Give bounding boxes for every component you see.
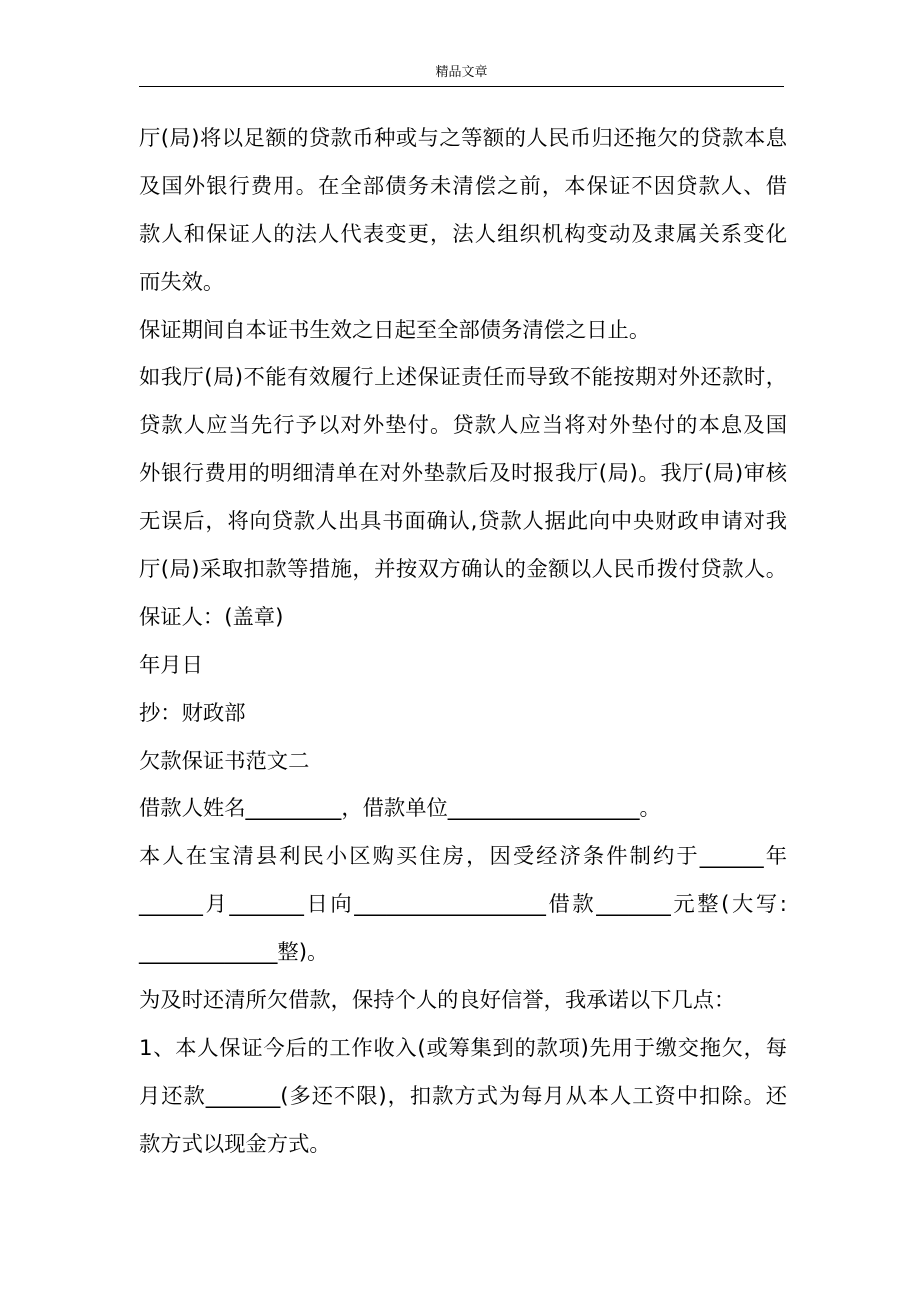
header-title: 精品文章 [435,65,488,80]
document-body [139,115,787,1169]
text-line: 厅(局)将以足额的贷款币种或与之等额的人民币归还拖欠的贷款本息 [139,126,787,151]
text-line: 保证期间自本证书生效之日起至全部债务清偿之日止。 [139,317,651,343]
text-line: 及国外银行费用。在全部债务未清偿之前，本保证不因贷款人、借 [139,173,787,199]
text-line: 为及时还清所欠借款，保持个人的良好信誉，我承诺以下几点： [139,988,736,1014]
text-line: 款方式以现金方式。 [139,1131,331,1157]
text-line: 无误后，将向贷款人出具书面确认,贷款人据此向中央财政申请对我 [139,509,787,535]
text-line: 欠款保证书范文二 [139,748,310,774]
text-line: 月还款_______(多还不限)，扣款方式为每月从本人工资中扣除。还 [139,1083,787,1109]
text-line: 借款人姓名_________，借款单位__________________。 [139,796,661,822]
text-line: 如我厅(局)不能有效履行上述保证责任而导致不能按期对外还款时， [139,365,787,391]
text-line: 抄：财政部 [139,700,246,726]
text-line: 而失效。 [139,269,225,295]
text-line: ______月_______日向__________________借款_______元整(大写: [139,892,787,918]
text-line: 1、本人保证今后的工作收入(或筹集到的款项)先用于缴交拖欠，每 [139,1035,787,1061]
text-line: _____________整)。 [139,940,329,966]
text-line: 本人在宝清县利民小区购买住房，因受经济条件制约于______年 [139,844,787,870]
text-line: 年月日 [139,652,203,678]
text-line: 款人和保证人的法人代表变更，法人组织机构变动及隶属关系变化 [139,221,787,247]
page-header [139,64,784,87]
text-line: 保证人：(盖章) [139,604,284,630]
text-line: 贷款人应当先行予以对外垫付。贷款人应当将对外垫付的本息及国 [139,413,787,439]
text-line: 厅(局)采取扣款等措施，并按双方确认的金额以人民币拨付贷款人。 [139,557,787,583]
text-line: 外银行费用的明细清单在对外垫款后及时报我厅(局)。我厅(局)审核 [139,461,787,487]
